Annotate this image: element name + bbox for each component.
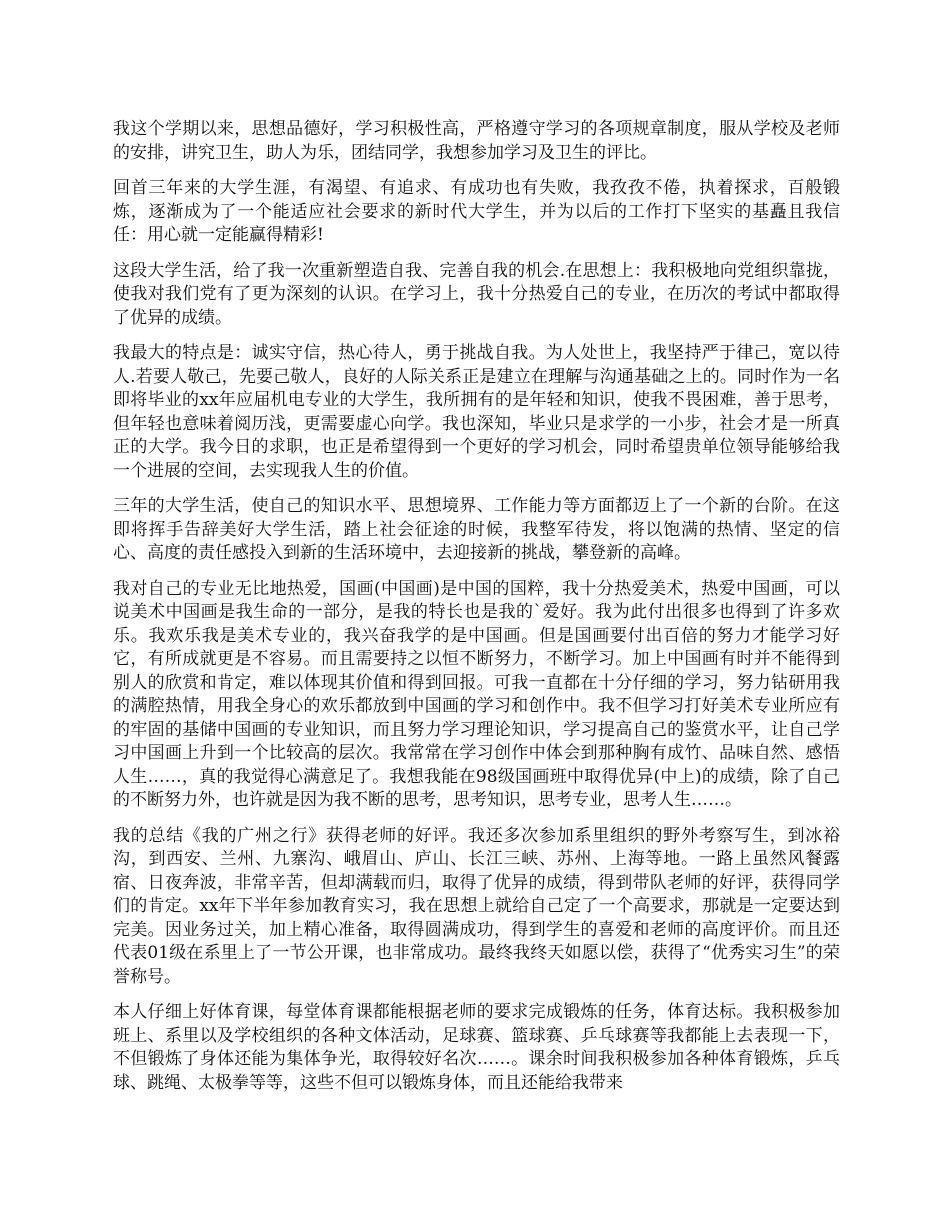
paragraph-3: 这段大学生活，给了我一次重新塑造自我、完善自我的机会.在思想上：我积极地向党组织靠拢，使我对我们党有了更为深刻的认识。在学习上，我十分热爱自己的专业，在历次的考试中都取得了优异的成绩。 — [113, 260, 840, 328]
paragraph-4: 我最大的特点是：诚实守信，热心待人，勇于挑战自我。为人处世上，我坚持严于律己，宽以待人.若要人敬己，先要己敬人，良好的人际关系正是建立在理解与沟通基础之上的。同时作为一名即将毕业的xx年应届机电专业的大学生，我所拥有的是年轻和知识，使我不畏困难，善于思考，但年轻也意味着阅历浅，更需要虚心向学。我也深知，毕业只是求学的一小步，社会才是一所真正的大学。我今日的求职，也正是希望得到一个更好的学习机会，同时希望贵单位领导能够给我一个进展的空间，去实现我人生的价值。 — [113, 343, 840, 481]
paragraph-2: 回首三年来的大学生涯，有渴望、有追求、有成功也有失败，我孜孜不倦，执着探求，百般锻炼，逐渐成为了一个能适应社会要求的新时代大学生，并为以后的工作打下坚实的基矗且我信任：用心就一定能赢得精彩! — [113, 178, 840, 245]
document-body — [113, 118, 840, 1107]
paragraph-7: 我的总结《我的广州之行》获得老师的好评。我还多次参加系里组织的野外考察写生，到冰裕沟，到西安、兰州、九寨沟、峨眉山、庐山、长江三峡、苏州、上海等地。一路上虽然风餐露宿、日夜奔波，非常辛苦，但却满载而归，取得了优异的成绩，得到带队老师的好评，获得同学们的肯定。xx年下半年参加教育实习，我在思想上就给自己定了一个高要求，那就是一定要达到完美。因业务过关，加上精心准备，取得圆满成功，得到学生的喜爱和老师的高度评价。而且还代表01级在系里上了一节公开课，也非常成功。最终我终天如愿以偿，获得了“优秀实习生”的荣誉称号。 — [113, 825, 840, 987]
paragraph-6: 我对自己的专业无比地热爱，国画(中国画)是中国的国粹，我十分热爱美术，热爱中国画，可以说美术中国画是我生命的一部分，是我的特长也是我的`爱好。我为此付出很多也得到了许多欢乐。我欢乐我是美术专业的，我兴奋我学的是中国画。但是国画要付出百倍的努力才能学习好它，有所成就更是不容易。而且需要持之以恒不断努力，不断学习。加上中国画有时并不能得到别人的欣赏和肯定，难以体现其价值和得到回报。可我一直都在十分仔细的学习，努力钻研用我的满腔热情，用我全身心的欢乐都放到中国画的学习和创作中。我不但学习打好美术专业所应有的牢固的基储中国画的专业知识，而且努力学习理论知识，学习提高自己的鉴赏水平，让自己学习中国画上升到一个比较高的层次。我常常在学习创作中体会到那种胸有成竹、品味自然、感悟人生……，真的我觉得心满意足了。我想我能在98级国画班中取得优异(中上)的成绩，除了自己的不断努力外，也许就是因为我不断的思考，思考知识，思考专业，思考人生……。 — [113, 578, 840, 810]
paragraph-5: 三年的大学生活，使自己的知识水平、思想境界、工作能力等方面都迈上了一个新的台阶。在这即将挥手告辞美好大学生活，踏上社会征途的时候，我整军待发，将以饱满的热情、坚定的信心、高度的责任感投入到新的生活环境中，去迎接新的挑战，攀登新的高峰。 — [113, 496, 840, 563]
paragraph-8: 本人仔细上好体育课，每堂体育课都能根据老师的要求完成锻炼的任务，体育达标。我积极参加班上、系里以及学校组织的各种文体活动，足球赛、篮球赛、乒乓球赛等我都能上去表现一下，不但锻炼了身体还能为集体争光，取得较好名次……。课余时间我积极参加各种体育锻炼，乒乓球、跳绳、太极拳等等，这些不但可以锻炼身体，而且还能给我带来 — [113, 1002, 840, 1093]
paragraph-1: 我这个学期以来，思想品德好，学习积极性高，严格遵守学习的各项规章制度，服从学校及老师的安排，讲究卫生，助人为乐，团结同学，我想参加学习及卫生的评比。 — [113, 119, 840, 163]
